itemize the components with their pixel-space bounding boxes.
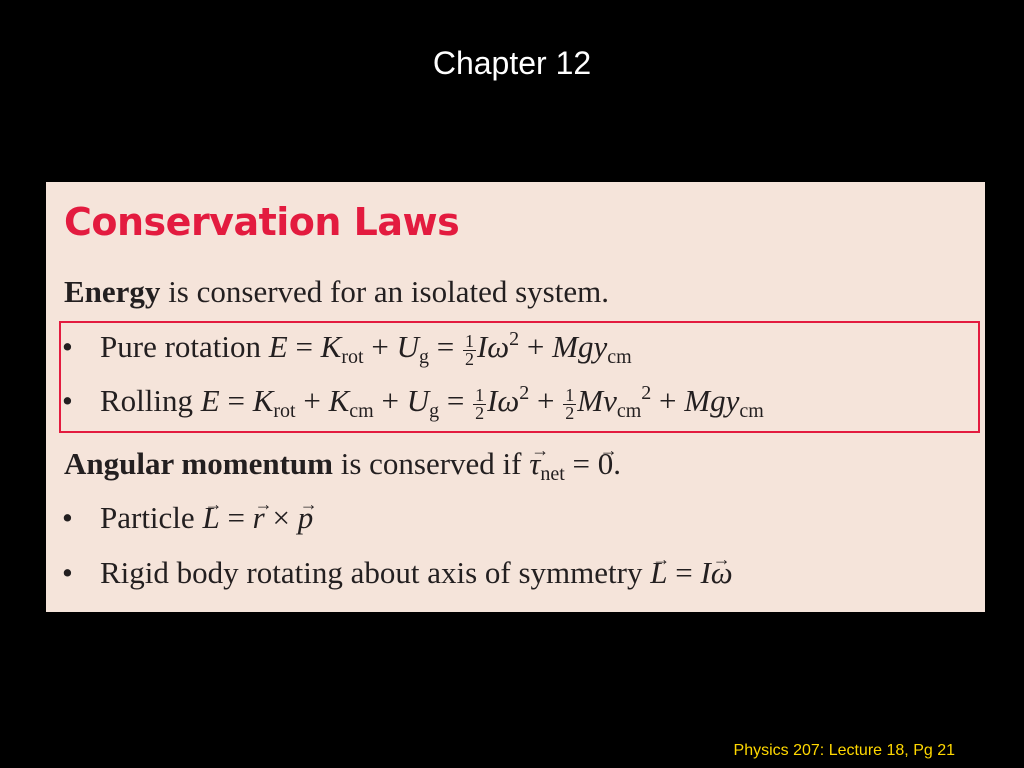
list-item-particle (62, 500, 313, 536)
angular-momentum-condition: → $\tau_{net}$ = → 0. (529, 446, 621, 481)
angular-momentum-statement-text: is conserved if (332, 446, 530, 481)
energy-statement-text: is conserved for an isolated system. (160, 274, 609, 309)
particle-label: Particle (100, 500, 195, 535)
panel-heading: Conservation Laws (64, 200, 460, 244)
slide-title: Chapter 12 (432, 45, 592, 81)
bullet: • (62, 383, 73, 418)
bullet: • (62, 329, 73, 364)
list-item-pure-rotation (62, 329, 632, 368)
bullet: • (62, 555, 73, 590)
list-item-rigid-body (62, 555, 733, 591)
rigid-body-label: Rigid body rotating about axis of symmetry (100, 555, 643, 590)
rolling-equation: $E = K_{rot} + K_{cm} + U_g$ = $\frac{1}{2}$ $I\omega^2$ + $\frac{1}{2}$ $Mv_{cm}^2 + Mgy_{cm}$ (200, 382, 764, 423)
bullet: • (62, 500, 73, 535)
list-item-rolling (62, 383, 764, 422)
energy-statement (64, 274, 609, 310)
rolling-label: Rolling (100, 383, 194, 418)
pure-rotation-label: Pure rotation (100, 329, 261, 364)
energy-term: Energy (64, 274, 161, 309)
particle-equation: → L = → r × → p (202, 500, 313, 535)
angular-momentum-term: Angular momentum (64, 446, 333, 481)
angular-momentum-statement (64, 446, 622, 485)
conservation-laws-panel (46, 182, 985, 612)
pure-rotation-equation: $E = K_{rot} + U_g$ = $\frac{1}{2}$ $I\omega^2 + Mgy_{cm}$ (268, 328, 632, 369)
rigid-body-equation: → L = I→ ω (650, 555, 732, 590)
slide-footer: Physics 207: Lecture 18, Pg 21 (733, 742, 955, 759)
